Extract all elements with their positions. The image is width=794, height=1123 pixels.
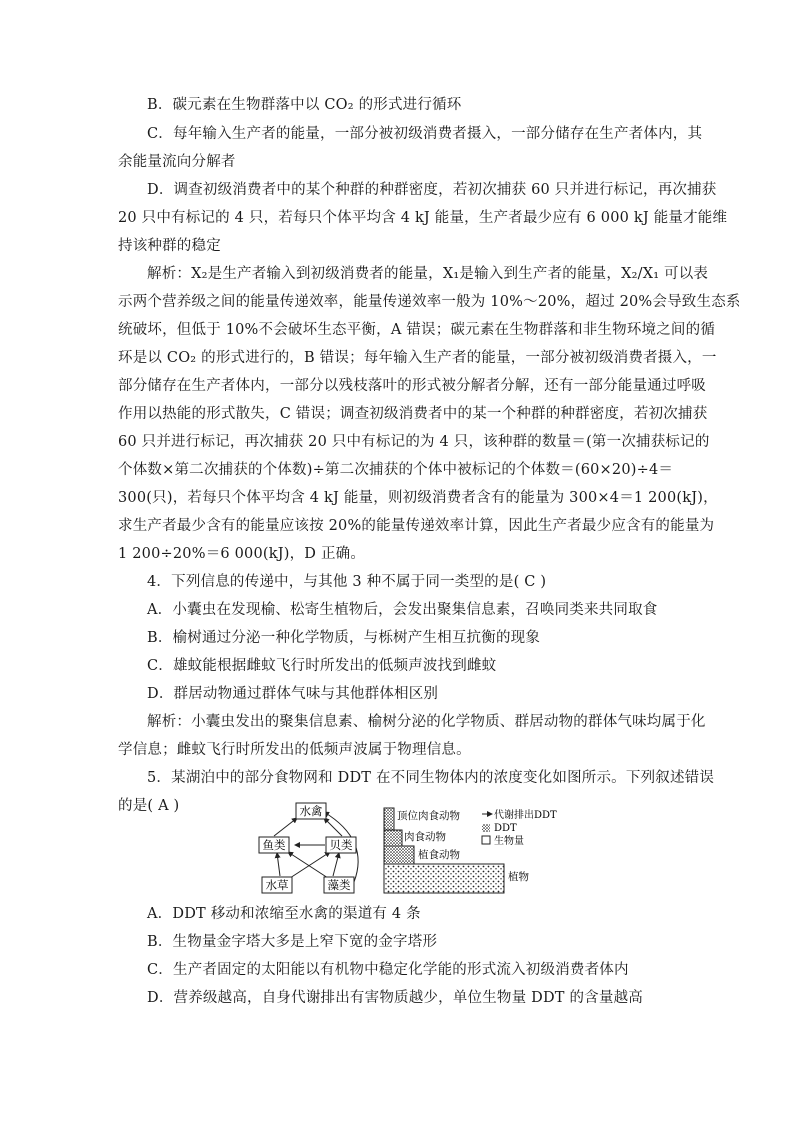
food-web bbox=[259, 803, 358, 893]
q4-analysis-line2: 学信息；雌蚊飞行时所发出的低频声波属于物理信息。 bbox=[118, 742, 471, 758]
q5-option-d: D．营养级越高，自身代谢排出有害物质越少，单位生物量 DDT 的含量越高 bbox=[147, 990, 643, 1006]
q5-stem-line1: 5．某湖泊中的部分食物网和 DDT 在不同生物体内的浓度变化如图所示。下列叙述错误 bbox=[147, 770, 715, 786]
edge-waterweed-shellfish bbox=[290, 852, 330, 878]
q3-analysis-line: 示两个营养级之间的能量传递效率，能量传递效率一般为 10%～20%，超过 20%会导致生态系 bbox=[118, 294, 741, 310]
level-plants: 植物 bbox=[508, 871, 529, 883]
q3-option-d-line1: D．调查初级消费者中的某个种群的种群密度，若初次捕获 60 只并进行标记，再次捕获 bbox=[147, 182, 717, 198]
q5-figure-svg bbox=[252, 800, 572, 896]
level-carnivores-bar bbox=[384, 830, 402, 846]
legend-biomass-icon bbox=[482, 836, 490, 844]
q4-option-d: D．群居动物通过群体气味与其他群体相区别 bbox=[147, 686, 439, 702]
q3-analysis-line: 求生产者最少含有的能量应该按 20%的能量传递效率计算，因此生产者最少应含有的能量为 bbox=[118, 518, 715, 534]
legend-ddt-icon bbox=[482, 824, 490, 832]
node-waterfowl: 水禽 bbox=[299, 804, 323, 818]
node-fish: 鱼类 bbox=[262, 838, 286, 852]
q5-option-b: B．生物量金字塔大多是上窄下宽的金字塔形 bbox=[147, 934, 438, 950]
q3-analysis-line: 部分储存在生产者体内，一部分以残枝落叶的形式被分解者分解，还有一部分能量通过呼吸 bbox=[118, 378, 706, 394]
q3-analysis-line: 1 200÷20%＝6 000(kJ)，D 正确。 bbox=[118, 546, 366, 562]
q3-analysis-line: 环是以 CO₂ 的形式进行的，B 错误；每年输入生产者的能量，一部分被初级消费者摄入，一 bbox=[118, 350, 717, 366]
q5-stem-line2: 的是( A ) bbox=[118, 798, 180, 814]
q4-stem: 4．下列信息的传递中，与其他 3 种不属于同一类型的是( C ) bbox=[147, 574, 547, 590]
q4-option-c: C．雄蚊能根据雌蚊飞行时所发出的低频声波找到雌蚊 bbox=[147, 658, 497, 674]
q3-option-b: B．碳元素在生物群落中以 CO₂ 的形式进行循环 bbox=[147, 97, 462, 113]
q3-option-d-line3: 持该种群的稳定 bbox=[118, 238, 221, 254]
q3-option-c-line2: 余能量流向分解者 bbox=[118, 154, 236, 170]
node-waterweed: 水草 bbox=[265, 878, 289, 892]
node-shellfish: 贝类 bbox=[329, 838, 353, 852]
level-herbivores-bar bbox=[384, 846, 414, 864]
edge-shellfish-waterfowl bbox=[324, 818, 342, 836]
level-plants-bar bbox=[384, 864, 504, 893]
legend-excretion: 代谢排出DDT bbox=[494, 810, 557, 821]
ddt-pyramid bbox=[384, 808, 557, 893]
q3-analysis-line: 统破坏，但低于 10%不会破坏生态平衡，A 错误；碳元素在生物群落和非生物环境之间的循 bbox=[118, 322, 716, 338]
level-top-carnivores: 顶位肉食动物 bbox=[397, 810, 460, 822]
q5-option-a: A．DDT 移动和浓缩至水禽的渠道有 4 条 bbox=[147, 906, 421, 922]
q3-option-c-line1: C．每年输入生产者的能量，一部分被初级消费者摄入，一部分储存在生产者体内，其 bbox=[147, 126, 703, 142]
q3-analysis-line: 作用以热能的形式散失，C 错误；调查初级消费者中的某一个种群的种群密度，若初次捕获 bbox=[118, 406, 708, 422]
q4-option-a: A．小囊虫在发现榆、松寄生植物后，会发出聚集信息素，召唤同类来共同取食 bbox=[147, 602, 658, 618]
q3-analysis-line: 60 只并进行标记，再次捕获 20 只中有标记的为 4 只，该种群的数量＝(第一次捕获标记的 bbox=[118, 434, 710, 450]
q5-option-c: C．生产者固定的太阳能以有机物中稳定化学能的形式流入初级消费者体内 bbox=[147, 962, 629, 978]
q3-option-d-line2: 20 只中有标记的 4 只，若每只个体平均含 4 kJ 能量，生产者最少应有 6 000 kJ 能量才能维 bbox=[118, 210, 728, 226]
level-top-carnivores-bar bbox=[384, 808, 394, 830]
level-herbivores: 植食动物 bbox=[418, 849, 460, 861]
edge-fish-waterfowl bbox=[274, 818, 297, 836]
q5-figure bbox=[252, 800, 572, 900]
q3-analysis-line: 解析：X₂是生产者输入到初级消费者的能量，X₁是输入到生产者的能量，X₂/X₁ 可以表 bbox=[147, 266, 709, 282]
edge-algae-fish bbox=[288, 852, 328, 878]
q4-option-b: B．榆树通过分泌一种化学物质，与栎树产生相互抗衡的现象 bbox=[147, 630, 541, 646]
q3-analysis-line: 300(只)，若每只个体平均含 4 kJ 能量，则初级消费者含有的能量为 300×4＝1 200(kJ)， bbox=[118, 490, 718, 506]
node-algae: 藻类 bbox=[327, 878, 351, 892]
legend-ddt: DDT bbox=[494, 823, 517, 834]
q3-analysis-line: 个体数×第二次捕获的个体数)÷第二次捕获的个体中被标记的个体数＝(60×20)÷4＝ bbox=[118, 462, 674, 478]
edge-waterweed-fish bbox=[277, 853, 280, 876]
level-carnivores: 肉食动物 bbox=[404, 831, 446, 843]
edge-algae-shellfish bbox=[333, 853, 339, 876]
q4-analysis-line1: 解析：小囊虫发出的聚集信息素、榆树分泌的化学物质、群居动物的群体气味均属于化 bbox=[147, 714, 706, 730]
legend-biomass: 生物量 bbox=[494, 836, 524, 847]
